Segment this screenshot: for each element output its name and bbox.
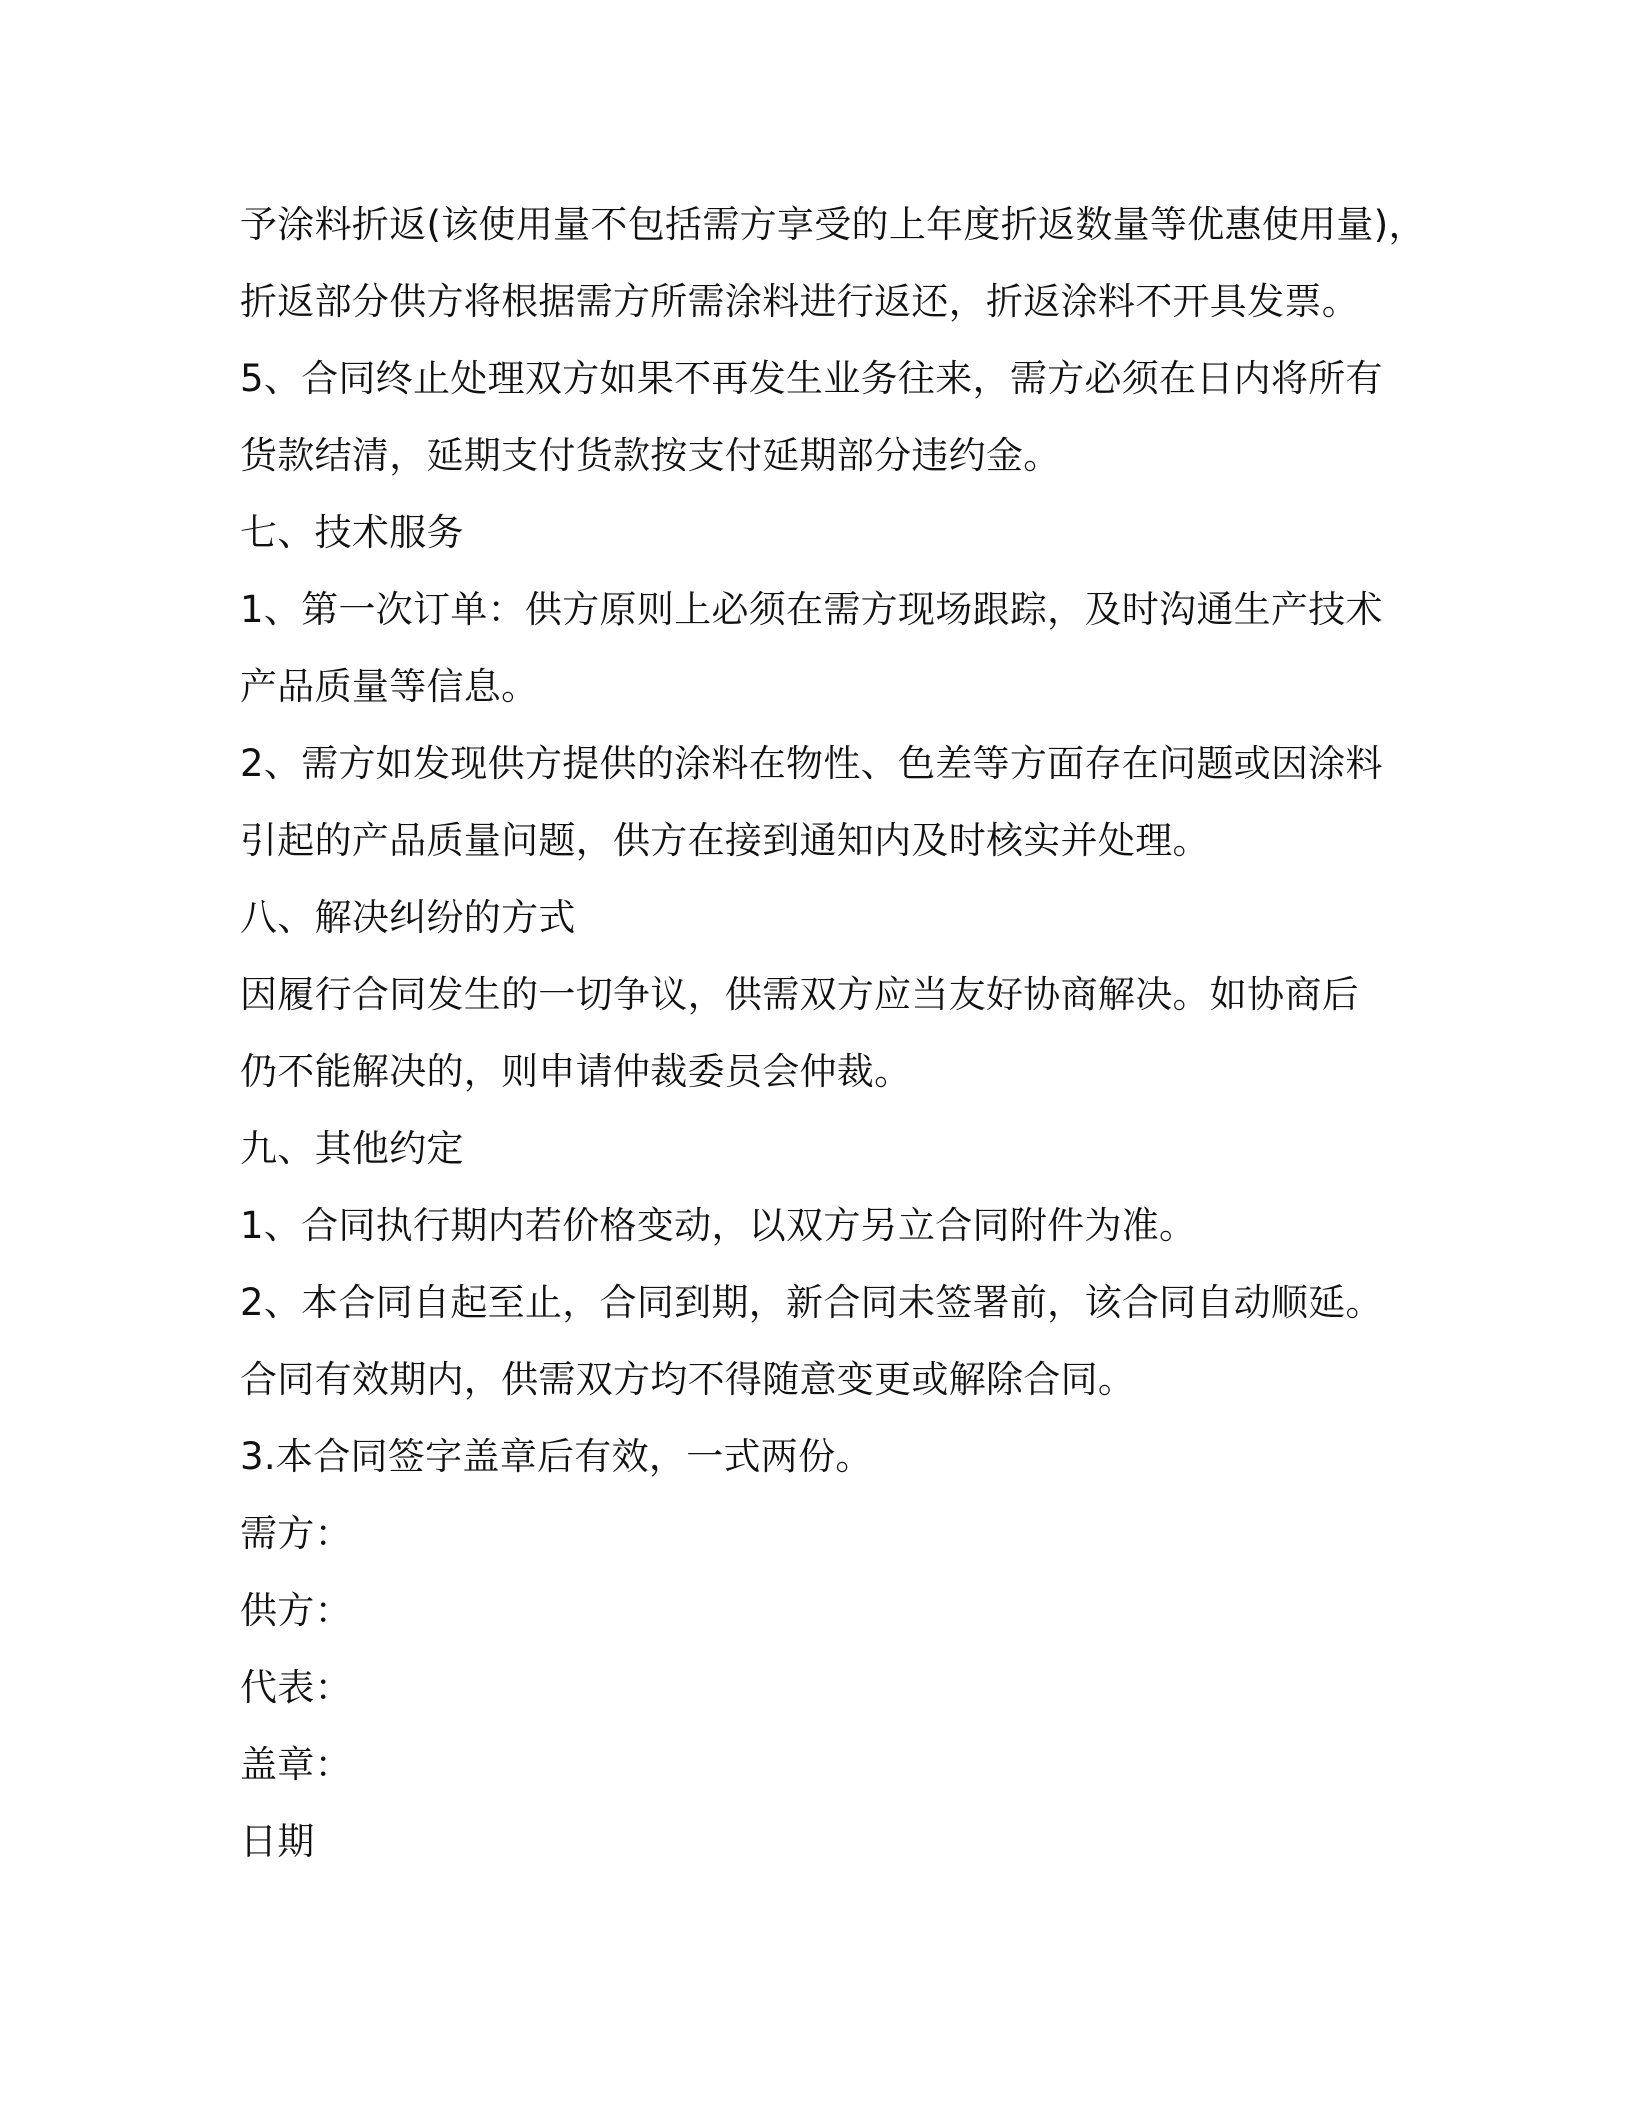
- text-line: 产品质量等信息。: [240, 665, 539, 708]
- text-line: 予涂料折返(该使用量不包括需方享受的上年度折返数量等优惠使用量)，: [240, 203, 1426, 246]
- text-line: 3.本合同签字盖章后有效，一式两份。: [240, 1435, 873, 1478]
- text-line: 折返部分供方将根据需方所需涂料进行返还，折返涂料不开具发票。: [240, 280, 1359, 323]
- signature-field-date: 日期: [240, 1820, 315, 1863]
- text-line: 仍不能解决的，则申请仲裁委员会仲裁。: [240, 1050, 912, 1093]
- section-heading: 九、其他约定: [240, 1127, 464, 1170]
- text-line: 2、需方如发现供方提供的涂料在物性、色差等方面存在问题或因涂料: [240, 742, 1383, 785]
- text-line: 5、合同终止处理双方如果不再发生业务往来，需方必须在日内将所有: [240, 357, 1383, 400]
- text-line: 合同有效期内，供需双方均不得随意变更或解除合同。: [240, 1358, 1136, 1401]
- signature-field-seal: 盖章：: [240, 1743, 352, 1786]
- text-line: 引起的产品质量问题，供方在接到通知内及时核实并处理。: [240, 819, 1210, 862]
- signature-field-buyer: 需方：: [240, 1512, 352, 1555]
- text-line: 1、第一次订单：供方原则上必须在需方现场跟踪，及时沟通生产技术: [240, 588, 1383, 631]
- text-line: 因履行合同发生的一切争议，供需双方应当友好协商解决。如协商后: [240, 973, 1359, 1016]
- signature-field-supplier: 供方：: [240, 1589, 352, 1632]
- text-line: 货款结清，延期支付货款按支付延期部分违约金。: [240, 434, 1061, 477]
- text-line: 2、本合同自起至止，合同到期，新合同未签署前，该合同自动顺延。: [240, 1281, 1383, 1324]
- text-line: 1、合同执行期内若价格变动，以双方另立合同附件为准。: [240, 1204, 1197, 1247]
- section-heading: 八、解决纠纷的方式: [240, 896, 576, 939]
- document-body: [240, 186, 1426, 1880]
- signature-field-representative: 代表：: [240, 1666, 352, 1709]
- section-heading: 七、技术服务: [240, 511, 464, 554]
